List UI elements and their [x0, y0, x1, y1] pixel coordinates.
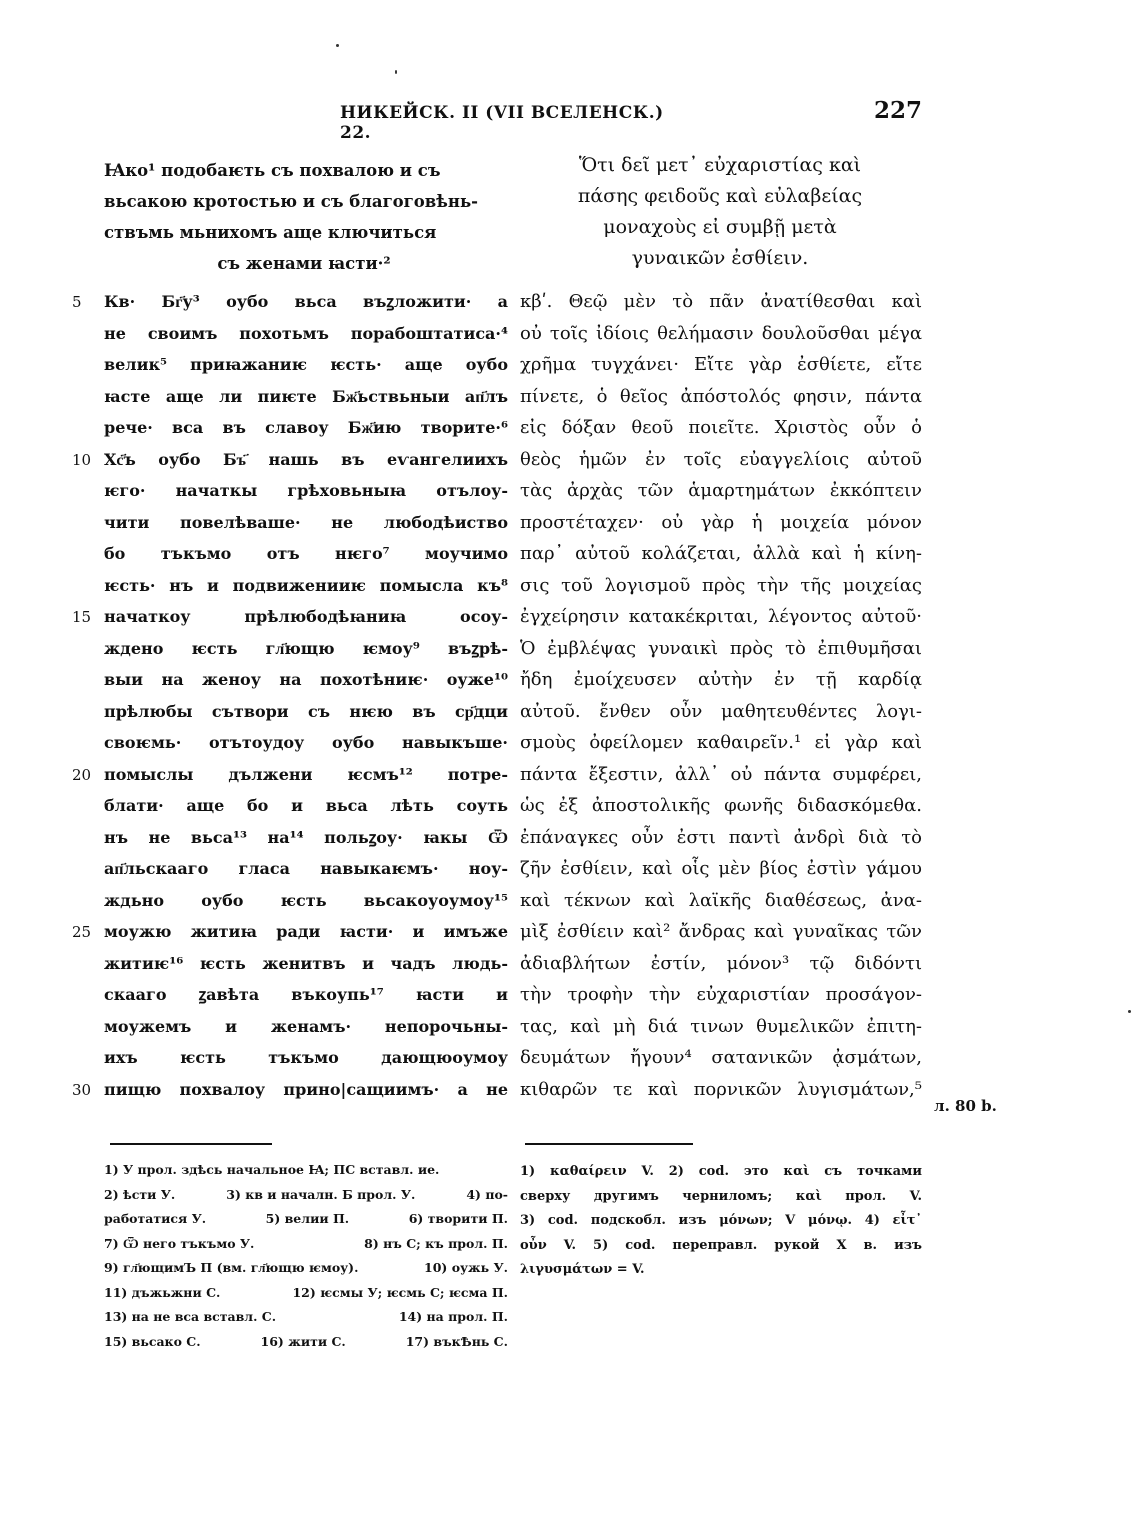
slavonic-title-line: вьсакою кротостью и съ благоговѣнь-	[104, 192, 478, 211]
slavonic-footnote: 13) на не вса вставл. С.	[104, 1309, 277, 1324]
slavonic-footnote: 11) дъжьжни С.	[104, 1284, 221, 1300]
footnote-rule-right	[525, 1143, 693, 1145]
line-number: 20	[72, 765, 92, 784]
slavonic-text-line: ждьно оубо ѥсть вьсакоуоумоу¹⁵	[104, 890, 508, 910]
greek-title	[520, 150, 920, 274]
greek-text-line: πίνετε, ὁ θεῖος ἀπόστολός φησιν, πάντα	[520, 385, 922, 407]
greek-text-line: κβʹ. Θεῷ μὲν τὸ πᾶν ἀνατίθεσθαι καὶ	[520, 291, 922, 312]
greek-footnote-line: οὖν V. 5) cod. переправл. рукой X в. изъ	[520, 1237, 922, 1253]
slavonic-text-line: бо тъкъмо отъ нѥго⁷ моучимо	[104, 544, 508, 563]
slavonic-footnote-row	[104, 1256, 508, 1281]
slavonic-text-line: ждено ѥсть гл҃ющю ѥмоу⁹ въꙁрѣ-	[104, 638, 508, 658]
line-number: 5	[72, 293, 82, 311]
greek-text-line: δευμάτων ἤγουν⁴ σατανικῶν ᾀσμάτων,	[520, 1047, 922, 1068]
slavonic-text-line: велик⁵ приꙗжаниѥ ѥсть· аще оубо	[104, 355, 508, 374]
slavonic-footnote: 14) на прол. П.	[398, 1309, 508, 1324]
slavonic-footnotes	[104, 1158, 508, 1354]
greek-footnote-line: сверху другимъ черниломъ; καὶ прол. V.	[520, 1188, 922, 1204]
slavonic-text-line: моужемъ и женамъ· непорочьны-	[104, 1016, 508, 1036]
slavonic-title	[104, 155, 504, 279]
slavonic-text-line: ѥго· начаткы грѣховьныꙗ отълоу-	[104, 481, 508, 500]
slavonic-text-line: скааго ꙁавѣта въкоупь¹⁷ ꙗсти и	[104, 985, 508, 1004]
slavonic-footnote: 3) кв и началн. Б прол. У.	[226, 1186, 416, 1202]
slavonic-text-line: начаткоу прѣлюбодѣꙗниꙗ осоу-	[104, 607, 508, 626]
greek-text-line: τας, καὶ μὴ διά τινων θυμελικῶν ἐπιτη-	[520, 1015, 922, 1037]
slavonic-text-line: Хс҃ъ оубо Бъ҃ нашь въ еѵангелиихъ	[104, 449, 508, 469]
slavonic-footnote-row	[104, 1281, 508, 1306]
scan-speck	[1128, 1010, 1131, 1013]
slavonic-footnote-row	[104, 1232, 508, 1257]
footnote-rule-left	[110, 1143, 272, 1145]
slavonic-text-line: нъ не вьса¹³ на¹⁴ польꙁоу· ꙗкы Ѿ	[104, 827, 508, 847]
greek-text-line: Ὁ ἐμβλέψας γυναικὶ πρὸς τὸ ἐπιθυμῆσαι	[520, 637, 922, 659]
slavonic-text-line: ихъ ѥсть тъкъмо дающюоумоу	[104, 1048, 508, 1067]
greek-text-line: σις τοῦ λογισμοῦ πρὸς τὴν τῆς μοιχείας	[520, 574, 922, 596]
greek-footnote-line: λιγυσμάτων = V.	[520, 1262, 645, 1277]
greek-text-column	[520, 286, 922, 1105]
slavonic-text-line: житиѥ¹⁶ ѥсть женитвъ и чадъ людь-	[104, 953, 508, 973]
greek-footnote-line: 1) καθαίρειν V. 2) cod. это καὶ съ точками	[520, 1164, 922, 1179]
slavonic-footnote-row	[104, 1207, 508, 1232]
slavonic-footnote-row	[104, 1183, 508, 1208]
line-number: 15	[72, 608, 92, 626]
slavonic-footnote: 12) ѥсмы У; ѥсмь С; ѥсма П.	[292, 1284, 508, 1300]
slavonic-footnote: 9) гл҃ющимЪ П (вм. гл҃ющю ѥмоу).	[104, 1260, 359, 1275]
greek-text-line: αὐτοῦ. ἔνθεν οὖν μαθητευθέντες λογι-	[520, 700, 922, 722]
slavonic-footnote: 15) вьсако С.	[104, 1333, 201, 1349]
greek-text-line: ἤδη ἐμοίχευσεν αὐτὴν ἐν τῇ καρδίᾳ	[520, 669, 922, 690]
greek-text-line: ἀδιαβλήτων ἐστίν, μόνον³ τῷ διδόντι	[520, 952, 922, 974]
slavonic-text-column	[104, 286, 508, 1105]
greek-text-line: εἰς δόξαν θεοῦ ποιεῖτε. Χριστὸς οὖν ὁ	[520, 417, 922, 438]
slavonic-footnote: 8) нъ С; къ прол. П.	[364, 1235, 508, 1251]
slavonic-text-line: рече· вса въ славоу Бж҃ию творите·⁶	[104, 418, 508, 437]
greek-title-line: πάσης φειδοῦς καὶ εὐλαβείας	[577, 185, 863, 207]
scan-speck	[395, 70, 397, 74]
greek-text-line: ζῆν ἐσθίειν, καὶ οἷς μὲν βίος ἐστὶν γάμου	[520, 858, 922, 879]
marginal-folio-note: л. 80 b.	[934, 1097, 997, 1115]
slavonic-footnote: работатися У.	[104, 1211, 207, 1226]
slavonic-text-line: ап҃льскааго гласа навыкаѥмъ· ноу-	[104, 859, 508, 878]
greek-text-line: πάντα ἔξεστιν, ἀλλ᾿ οὐ πάντα συμφέρει,	[520, 763, 922, 785]
slavonic-text-line: не своимъ похотьмъ порабоштатиса·⁴	[104, 323, 508, 343]
slavonic-footnote-row	[104, 1305, 508, 1330]
slavonic-footnote: 5) велии П.	[265, 1211, 350, 1226]
greek-text-line: μὶξ ἐσθίειν καὶ² ἄνδρας καὶ γυναῖκας τῶν	[520, 921, 922, 942]
slavonic-footnote: 16) жити С.	[260, 1333, 346, 1349]
slavonic-footnote: 7) Ѿ него тъкъмо У.	[104, 1235, 255, 1251]
running-title: НИКЕЙСК. II (VII ВСЕЛЕНСК.) 22.	[340, 103, 664, 143]
greek-title-line: μοναχοὺς εἰ συμβῇ μετὰ	[603, 216, 837, 238]
greek-text-line: κιθαρῶν τε καὶ πορνικῶν λυγισμάτων,⁵	[520, 1078, 922, 1100]
slavonic-footnote: 17) въкѢнь С.	[405, 1333, 508, 1349]
greek-title-line: Ὅτι δεῖ μετ᾿ εὐχαριστίας καὶ	[578, 154, 862, 176]
slavonic-title-line: съ женами ꙗсти·²	[217, 254, 391, 273]
slavonic-footnote: 10) оужь У.	[424, 1260, 508, 1275]
greek-text-line: οὐ τοῖς ἰδίοις θελήμασιν δουλοῦσθαι μέγα	[520, 322, 922, 344]
slavonic-text-line: Кв· Бг҃у³ оубо вьса въꙁложити· а	[104, 292, 508, 311]
slavonic-text-line: прѣлюбы сътвори съ нѥю въ ср҃дци	[104, 701, 508, 721]
greek-text-line: θεὸς ἡμῶν ἐν τοῖς εὐαγγελίοις αὐτοῦ	[520, 448, 922, 470]
greek-text-line: ἐπάναγκες οὖν ἐστι παντὶ ἀνδρὶ διὰ τὸ	[520, 826, 922, 848]
slavonic-footnote: 6) творити П.	[408, 1211, 508, 1226]
greek-text-line: χρῆμα τυγχάνει· Εἴτε γὰρ ἐσθίετε, εἴτε	[520, 354, 922, 375]
greek-text-line: ὡς ἐξ ἀποστολικῆς φωνῆς διδασκόμεθα.	[520, 795, 922, 816]
slavonic-footnote-row	[104, 1158, 508, 1183]
page-number: 227	[873, 97, 922, 124]
slavonic-text-line: пищю похвалоу прино|сащиимъ· а не	[104, 1079, 508, 1099]
slavonic-text-line: ꙗсте аще ли пиѥте Бж҃ьствьныи ап҃лъ	[104, 386, 508, 406]
greek-footnote-line: 3) cod. подскобл. изъ μόνων; V μόνῳ. 4) εἶτ᾿	[520, 1213, 922, 1228]
greek-title-line: γυναικῶν ἐσθίειν.	[631, 247, 809, 269]
line-number: 30	[72, 1080, 92, 1099]
scan-speck	[336, 44, 339, 47]
slavonic-text-line: блати· аще бо и вьса лѣть соуть	[104, 796, 508, 815]
slavonic-text-line: ѥсть· нъ и подвиженииѥ помысла къ⁸	[104, 575, 508, 595]
slavonic-footnote: 1) У прол. здѣсь начальное Ꙗ; ПС вставл. ие.	[104, 1162, 440, 1177]
slavonic-footnote: 2) ѣсти У.	[104, 1186, 176, 1202]
line-number: 10	[72, 450, 92, 469]
greek-footnotes	[520, 1160, 922, 1283]
slavonic-text-line: помыслы дължени ѥсмъ¹² потре-	[104, 764, 508, 784]
slavonic-text-line: моужю житиꙗ ради ꙗсти· и имъже	[104, 922, 508, 941]
greek-text-line: παρ᾿ αὐτοῦ κολάζεται, ἀλλὰ καὶ ἡ κίνη-	[520, 543, 922, 564]
slavonic-title-line: ствъмь мьнихомъ аще ключиться	[104, 223, 437, 242]
slavonic-footnote-row	[104, 1330, 508, 1355]
greek-text-line: τὴν τροφὴν τὴν εὐχαριστίαν προσάγον-	[520, 984, 922, 1005]
line-number: 25	[72, 923, 92, 941]
slavonic-footnote: 4) по-	[466, 1186, 508, 1202]
slavonic-text-line: чити повелѣваше· не любодѣиство	[104, 512, 508, 532]
slavonic-text-line: своѥмь· отътоудоу оубо навыкъше·	[104, 733, 508, 752]
greek-text-line: σμοὺς ὀφείλομεν καθαιρεῖν.¹ εἰ γὰρ καὶ	[520, 732, 922, 753]
slavonic-title-line: Ꙗко¹ подобаѥть съ похвалою и съ	[104, 161, 441, 180]
greek-text-line: ἐγχείρησιν κατακέκριται, λέγοντος αὐτοῦ·	[520, 606, 922, 627]
greek-text-line: τὰς ἀρχὰς τῶν ἁμαρτημάτων ἐκκόπτειν	[520, 480, 922, 501]
greek-text-line: προστέταχεν· οὐ γὰρ ἡ μοιχεία μόνον	[520, 511, 922, 533]
slavonic-text-line: выи на женоу на похотѣниѥ· оуже¹⁰	[104, 670, 508, 689]
greek-text-line: καὶ τέκνων καὶ λαϊκῆς διαθέσεως, ἀνα-	[520, 889, 922, 911]
